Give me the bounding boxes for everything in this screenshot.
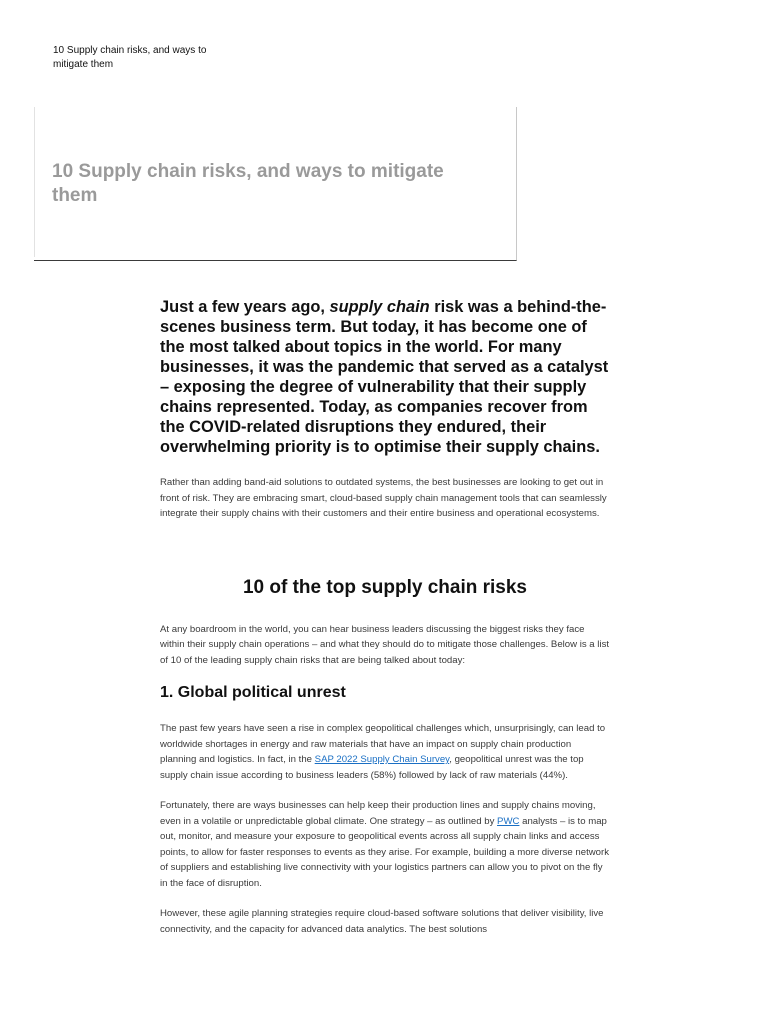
section-intro-paragraph: At any boardroom in the world, you can hear business leaders discussing the biggest risks they face within their supply chain operations – and what they should do to mitigate those challenges. Below is a list of 10 of the leading supply chain risks that are being talked about today: — [160, 623, 610, 666]
hero-banner — [34, 107, 517, 261]
article-body — [160, 297, 610, 937]
page-header-title: 10 Supply chain risks, and ways to mitigate them — [53, 45, 207, 70]
lead-emphasis: supply chain — [329, 298, 430, 316]
intro-paragraph: Rather than adding band-aid solutions to outdated systems, the best businesses are looking to get out in front of risk. They are embracing smart, cloud-based supply chain management tools that can seamlessly integrate their supply chains with their customers and their entire business and operational ecosystems. — [160, 477, 607, 519]
sap-survey-link[interactable]: SAP 2022 Supply Chain Survey — [314, 754, 450, 765]
hero-title: 10 Supply chain risks, and ways to mitigate them — [52, 161, 444, 206]
pwc-link[interactable]: PWC — [497, 815, 520, 827]
section-title: 10 of the top supply chain risks — [242, 576, 527, 598]
lead-paragraph — [160, 297, 610, 457]
paragraph-agile-planning: However, these agile planning strategies require cloud-based software solutions that deliver visibility, live connectivity, and the capacity for advanced data analytics. The best solutions — [160, 908, 604, 935]
paragraph-geopolitical-challenges — [160, 721, 610, 783]
paragraph-text: , geopolitical unrest was the top supply chain issue according to business leaders (58%) followed by lack of raw materials (44%). — [160, 754, 584, 781]
paragraph-text: The past few years have seen a rise in complex geopolitical challenges which, unsurprisingly, can lead to worldwide shortages in energy and raw materials that have an impact on supply chain production planning and logistics. In fact, in the — [160, 723, 606, 765]
paragraph-text: analysts – is to map out, monitor, and measure your exposure to geopolitical events across all supply chain links and access points, to allow for faster responses to events as they arise. For example, building a more diverse network of suppliers and establishing live connectivity with your logistics partners can allow you to pivot on the fly in the face of disruption. — [160, 815, 609, 889]
lead-text-start: Just a few years ago, — [160, 298, 330, 316]
subhead-global-political-unrest: 1. Global political unrest — [160, 684, 346, 701]
paragraph-strategies — [160, 798, 610, 891]
lead-text-end: risk was a behind-the-scenes business term. But today, it has become one of the most talked about topics in the world. For many businesses, it was the pandemic that served as a catalyst – exposing the degree of vulnerability that their supply chains represented. Today, as companies recover from the COVID-related disruptions they endured, their overwhelming priority is to optimise their supply chains. — [160, 298, 609, 456]
paragraph-text: Fortunately, there are ways businesses can help keep their production lines and supply chains moving, even in a volatile or unpredictable global climate. One strategy – as outlined by — [160, 800, 596, 827]
